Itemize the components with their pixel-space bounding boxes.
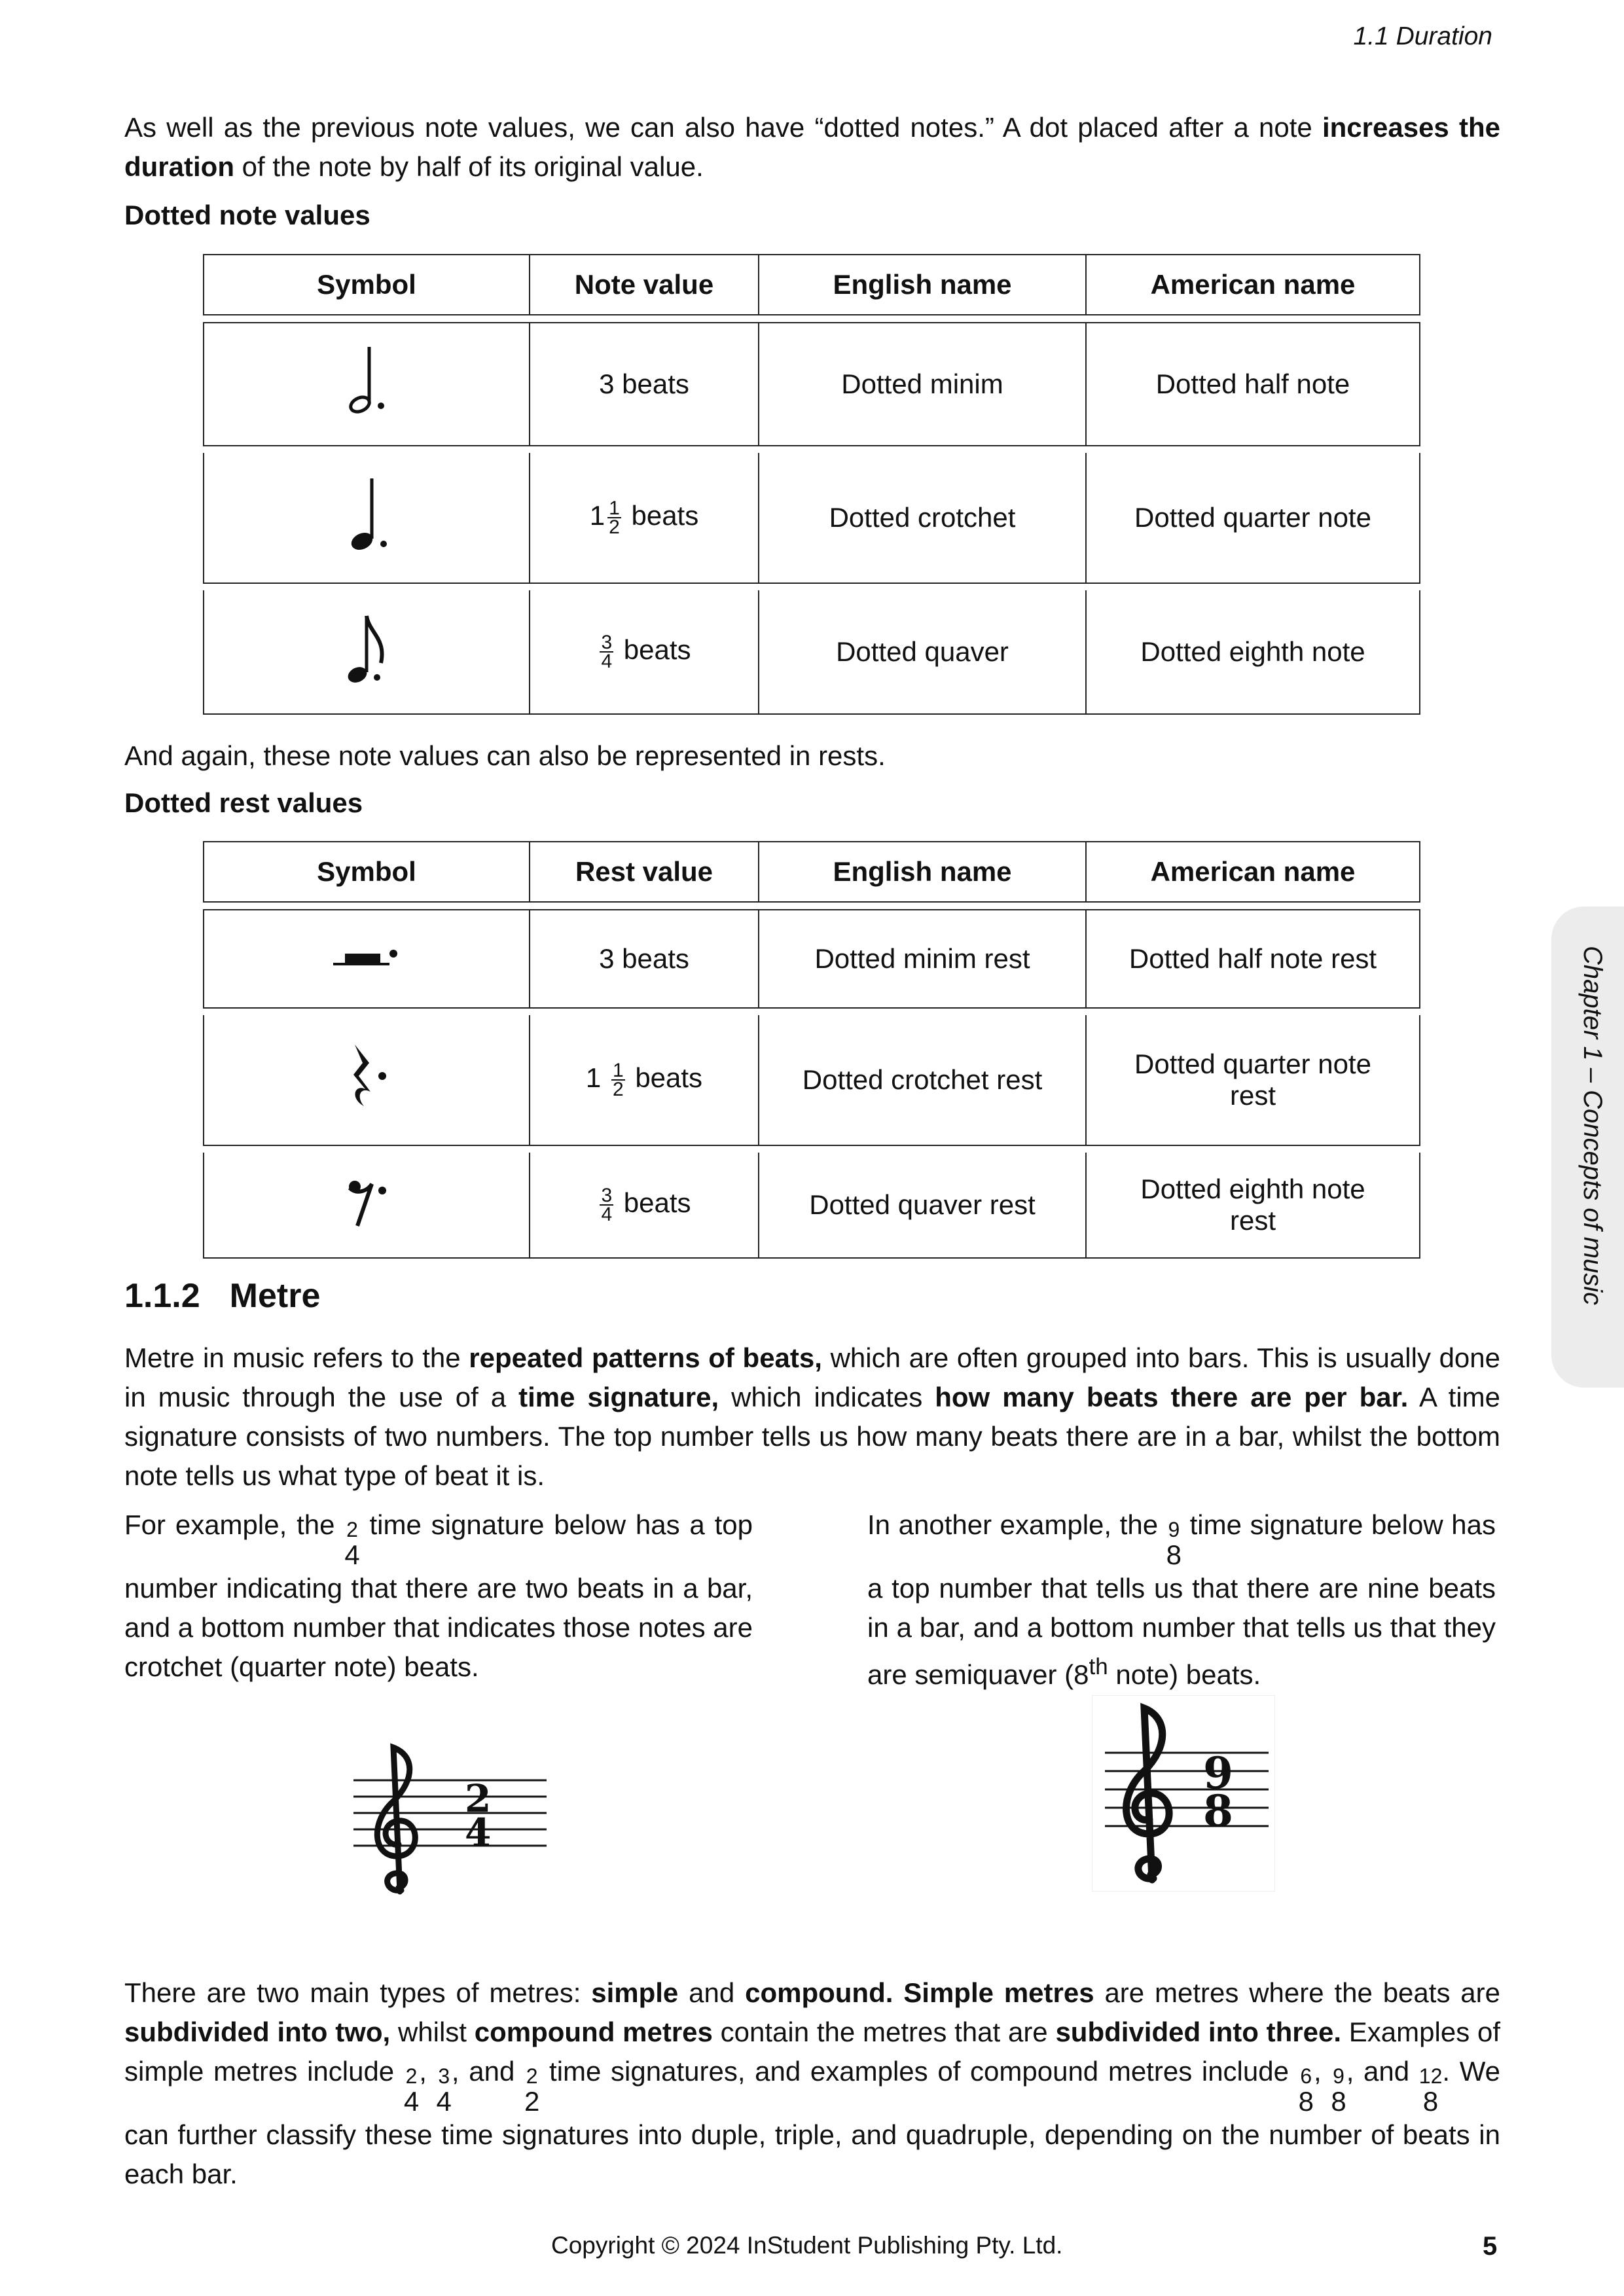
value-cell: $\frac{3}{4}$ beats [530, 590, 759, 715]
time-signature-inline: 6 8 [1298, 2064, 1314, 2117]
dotted-notes-heading: Dotted note values [124, 200, 370, 230]
example-right-paragraph: In another example, the 9 8 time signature below has a top number that tells us that there are nine beats in a bar, and a bottom number that tells us that they are semiquaver (8th note) beats. [867, 1509, 1496, 1690]
example-left-paragraph: For example, the 2 4 time signature below has a top number indicating that there are two beats in a bar, and a bottom number that indicates those notes are crotchet (quarter note) beats. [124, 1509, 753, 1682]
metre-types-paragraph: There are two main types of metres: simple and compound. Simple metres are metres where the beats are subdivided into two, whilst compound metres contain the metres that are subdivided into three. Examples of simple metres include 2 4 , 3 4 , and 2 2 time signatures, and examples of compound metres include 6 8 , 9 8 , and 12 8 . We can further classify these time signatures into duple, triple, and quadruple, depending on the number of beats in each bar. [124, 1977, 1501, 2189]
column-header: American name [1087, 254, 1420, 315]
dotted-crotchet-rest-icon [340, 1041, 393, 1113]
rests-intro-paragraph: And again, these note values can also be represented in rests. [124, 740, 886, 771]
column-header: Symbol [203, 254, 530, 315]
dotted-rests-table [203, 834, 1420, 1265]
american-name-cell: Dotted half note [1087, 322, 1420, 446]
value-cell: $\frac{3}{4}$ beats [530, 1153, 759, 1259]
dotted-quaver-icon [340, 609, 393, 688]
value-cell: 3 beats [530, 322, 759, 446]
american-name-cell: Dotted half note rest [1087, 909, 1420, 1009]
american-name-cell: Dotted eighth note [1087, 590, 1420, 715]
table-row [203, 1153, 1420, 1259]
staff-time-top: 2 [465, 1776, 492, 1821]
english-name-cell: Dotted minim [759, 322, 1087, 446]
intro-paragraph: As well as the previous note values, we can also have “dotted notes.” A dot placed after a note increases the duration of the note by half of its original value. [124, 112, 1500, 182]
staff-time-bottom: 4 [465, 1810, 492, 1855]
value-cell: 3 beats [530, 909, 759, 1009]
chapter-side-tab [1551, 906, 1624, 1388]
fraction: $\frac{3}{4}$ [601, 1185, 613, 1225]
treble-clef-icon [377, 1748, 415, 1892]
staff-2-4-image [350, 1741, 553, 1911]
symbol-cell [203, 1015, 530, 1146]
dotted-crotchet-icon [340, 472, 393, 557]
symbol-cell [203, 590, 530, 715]
symbol-cell [203, 322, 530, 446]
english-name-cell: Dotted quaver [759, 590, 1087, 715]
fraction: $\frac{1}{2}$ [609, 497, 620, 538]
column-header: English name [759, 841, 1087, 903]
fraction: $\frac{1}{2}$ [612, 1060, 624, 1100]
table-row [203, 1015, 1420, 1146]
copyright-notice: Copyright © 2024 InStudent Publishing Pty. Ltd. [551, 2232, 1063, 2259]
table-header-row [203, 841, 1420, 903]
column-header: Note value [530, 254, 759, 315]
symbol-cell [203, 909, 530, 1009]
fraction: $\frac{3}{4}$ [601, 632, 613, 672]
running-header: 1.1 Duration [1353, 22, 1492, 50]
dotted-notes-table [203, 247, 1420, 721]
time-signature-inline: 2 4 [403, 2064, 420, 2117]
time-signature-inline: 3 4 [436, 2064, 452, 2117]
column-header: American name [1087, 841, 1420, 903]
staff-time-top: 9 [1203, 1748, 1233, 1799]
english-name-cell: Dotted quaver rest [759, 1153, 1087, 1259]
dotted-quaver-rest-icon [340, 1172, 393, 1231]
table-header-row [203, 254, 1420, 315]
table-row [203, 322, 1420, 446]
time-signature-inline: 9 8 [1331, 2064, 1346, 2117]
symbol-cell [203, 1153, 530, 1259]
metre-paragraph: Metre in music refers to the repeated patterns of beats, which are often grouped into bars. This is usually done in music through the use of a time signature, which indicates how many beats there are per bar. A time signature consists of two numbers. The top number tells us how many beats there are in a bar, whilst the bottom note tells us what type of beat it is. [124, 1342, 1501, 1491]
table-row [203, 453, 1420, 584]
american-name-cell: Dotted eighth note rest [1087, 1153, 1420, 1259]
symbol-cell [203, 453, 530, 584]
english-name-cell: Dotted minim rest [759, 909, 1087, 1009]
time-signature-inline: 9 8 [1166, 1518, 1182, 1570]
dotted-minim-icon [340, 342, 393, 420]
value-cell: 1 $\frac{1}{2}$ beats [530, 1015, 759, 1146]
chapter-tab-label: Chapter 1 – Concepts of music [1578, 946, 1607, 1306]
american-name-cell: Dotted quarter note [1087, 453, 1420, 584]
time-signature-inline: 2 2 [524, 2064, 540, 2117]
column-header: Symbol [203, 841, 530, 903]
english-name-cell: Dotted crotchet rest [759, 1015, 1087, 1146]
page-number: 5 [1483, 2232, 1498, 2261]
staff-9-8-image [1092, 1695, 1275, 1892]
dotted-minim-rest-icon [331, 933, 403, 978]
american-name-cell: Dotted quarter note rest [1087, 1015, 1420, 1146]
column-header: English name [759, 254, 1087, 315]
staff-time-bottom: 8 [1203, 1785, 1233, 1837]
value-cell: 1 $\frac{1}{2}$ beats [530, 453, 759, 584]
dotted-rests-heading: Dotted rest values [124, 787, 363, 818]
time-signature-inline: 2 4 [344, 1518, 360, 1570]
table-row [203, 909, 1420, 1009]
english-name-cell: Dotted crotchet [759, 453, 1087, 584]
table-row [203, 590, 1420, 715]
section-heading: 1.1.2 Metre [124, 1277, 321, 1315]
column-header: Rest value [530, 841, 759, 903]
time-signature-inline: 12 8 [1418, 2064, 1443, 2117]
